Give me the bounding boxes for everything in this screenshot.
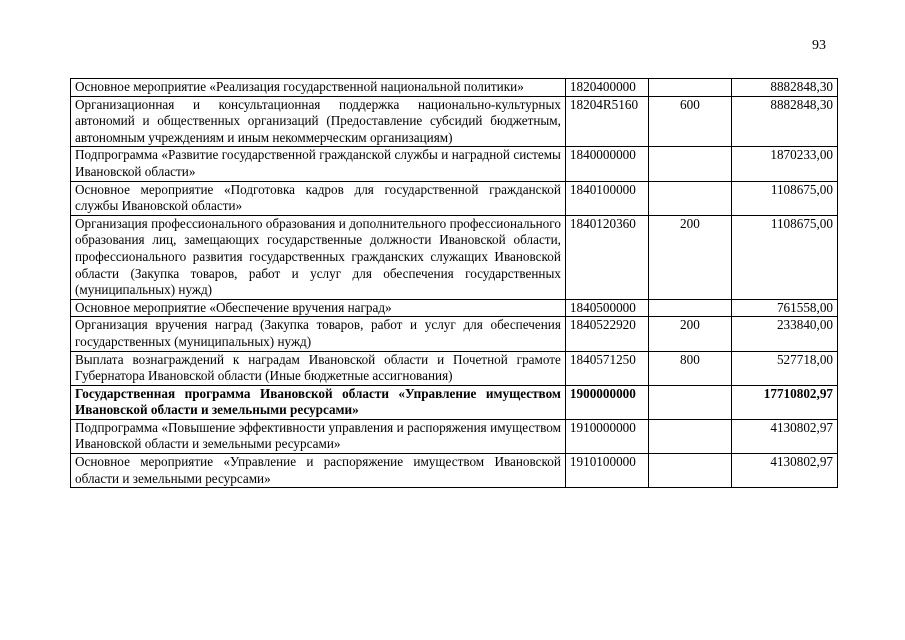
row-expense-type-cell — [649, 419, 731, 453]
row-sum-cell: 4130802,97 — [731, 454, 837, 488]
row-sum-cell: 1870233,00 — [731, 147, 837, 181]
row-code-cell: 1840120360 — [565, 215, 648, 299]
row-sum-cell: 1108675,00 — [731, 181, 837, 215]
row-code-cell: 1820400000 — [565, 79, 648, 97]
row-code-cell: 1840000000 — [565, 147, 648, 181]
table-row — [71, 419, 838, 453]
row-expense-type-cell — [649, 147, 731, 181]
row-name-cell: Организация профессионального образования и дополнительного профессионального образования лиц, замещающих государственные должности Ивановской области, профессионального развития государственных гражданских служащих Ивановской области (Закупка товаров, работ и услуг для обеспечения государственных (муниципальных) нужд) — [71, 215, 566, 299]
row-name-cell: Подпрограмма «Развитие государственной гражданской службы и наградной системы Ивановской области» — [71, 147, 566, 181]
row-code-cell: 18204R5160 — [565, 96, 648, 147]
table-row — [71, 385, 838, 419]
row-sum-cell: 233840,00 — [731, 317, 837, 351]
row-sum-cell: 761558,00 — [731, 299, 837, 317]
table-row — [71, 147, 838, 181]
row-name-cell: Организационная и консультационная поддержка национально-культурных автономий и общественных организаций (Предоставление субсидий бюджетным, автономным учреждениям и иным некоммерческим организациям) — [71, 96, 566, 147]
row-expense-type-cell: 200 — [649, 317, 731, 351]
row-code-cell: 1840522920 — [565, 317, 648, 351]
row-sum-cell: 527718,00 — [731, 351, 837, 385]
table-row — [71, 299, 838, 317]
table-row — [71, 79, 838, 97]
row-name-cell: Подпрограмма «Повышение эффективности управления и распоряжения имуществом Ивановской области и земельными ресурсами» — [71, 419, 566, 453]
row-expense-type-cell — [649, 299, 731, 317]
table-row — [71, 181, 838, 215]
row-name-cell: Государственная программа Ивановской области «Управление имуществом Ивановской области и земельными ресурсами» — [71, 385, 566, 419]
row-expense-type-cell — [649, 385, 731, 419]
table-row — [71, 215, 838, 299]
row-code-cell: 1900000000 — [565, 385, 648, 419]
table-row — [71, 454, 838, 488]
row-expense-type-cell: 200 — [649, 215, 731, 299]
row-sum-cell: 17710802,97 — [731, 385, 837, 419]
row-code-cell: 1910000000 — [565, 419, 648, 453]
row-expense-type-cell — [649, 454, 731, 488]
row-name-cell: Основное мероприятие «Обеспечение вручения наград» — [71, 299, 566, 317]
row-name-cell: Организация вручения наград (Закупка товаров, работ и услуг для обеспечения государственных (муниципальных) нужд) — [71, 317, 566, 351]
budget-table — [70, 78, 838, 488]
row-expense-type-cell — [649, 79, 731, 97]
row-sum-cell: 1108675,00 — [731, 215, 837, 299]
row-code-cell: 1910100000 — [565, 454, 648, 488]
row-expense-type-cell: 600 — [649, 96, 731, 147]
row-code-cell: 1840500000 — [565, 299, 648, 317]
row-name-cell: Основное мероприятие «Реализация государственной национальной политики» — [71, 79, 566, 97]
table-row — [71, 351, 838, 385]
row-sum-cell: 8882848,30 — [731, 79, 837, 97]
row-sum-cell: 8882848,30 — [731, 96, 837, 147]
row-sum-cell: 4130802,97 — [731, 419, 837, 453]
row-expense-type-cell: 800 — [649, 351, 731, 385]
table-row — [71, 317, 838, 351]
row-name-cell: Основное мероприятие «Управление и распоряжение имуществом Ивановской области и земельными ресурсами» — [71, 454, 566, 488]
row-code-cell: 1840571250 — [565, 351, 648, 385]
row-name-cell: Основное мероприятие «Подготовка кадров для государственной гражданской службы Ивановской области» — [71, 181, 566, 215]
row-code-cell: 1840100000 — [565, 181, 648, 215]
row-name-cell: Выплата вознаграждений к наградам Ивановской области и Почетной грамоте Губернатора Ивановской области (Иные бюджетные ассигнования) — [71, 351, 566, 385]
budget-table-body — [71, 79, 838, 488]
page-number: 93 — [812, 38, 826, 53]
table-row — [71, 96, 838, 147]
row-expense-type-cell — [649, 181, 731, 215]
